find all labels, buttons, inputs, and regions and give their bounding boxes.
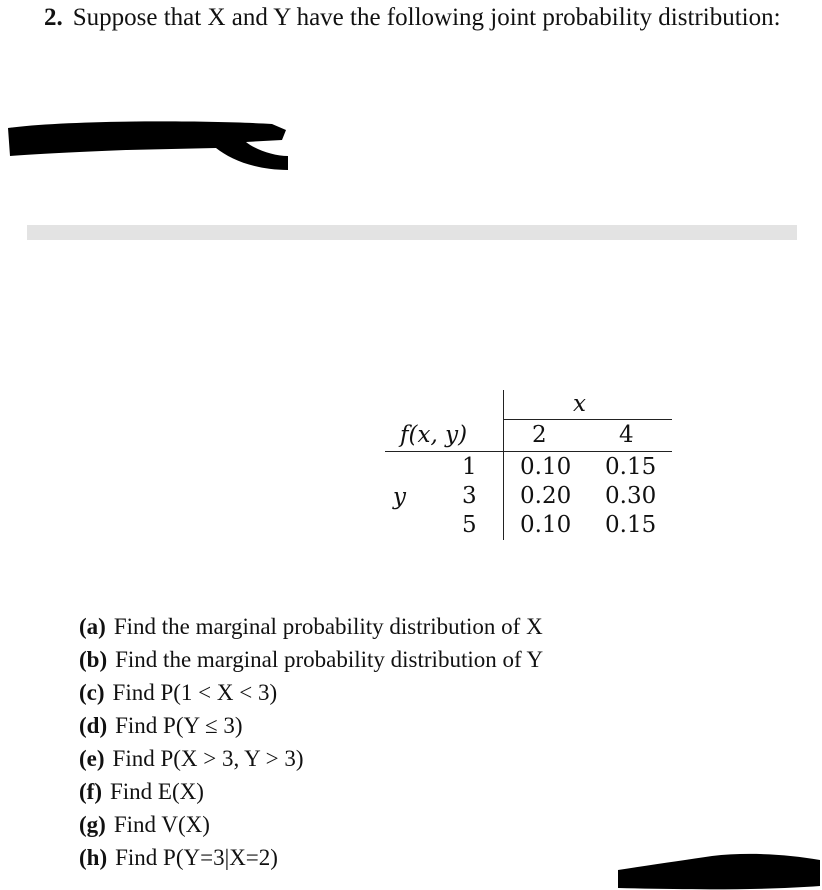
question-text: Suppose that X and Y have the following joint probability distribution: <box>72 4 781 31</box>
question-heading <box>44 4 781 32</box>
y-value: 3 <box>462 483 477 509</box>
x-variable-label: x <box>573 391 586 417</box>
probability-cell: 0.20 <box>520 483 572 509</box>
y-value: 5 <box>462 512 477 538</box>
table-rule-header <box>385 451 672 452</box>
redaction-mark-top <box>6 118 290 174</box>
table-vertical-rule <box>503 390 504 540</box>
y-variable-label: y <box>393 484 406 510</box>
question-part: (h) Find P(Y=3|X=2) <box>79 845 278 870</box>
question-part: (e) Find P(X > 3, Y > 3) <box>79 746 304 771</box>
question-part: (c) Find P(1 < X < 3) <box>79 680 278 705</box>
divider-bar <box>27 225 797 240</box>
probability-cell: 0.30 <box>605 483 657 509</box>
x-value-2: 2 <box>532 422 547 448</box>
question-part: (a) Find the marginal probability distribution of X <box>79 614 543 639</box>
probability-cell: 0.10 <box>520 512 572 538</box>
x-value-4: 4 <box>619 422 634 448</box>
probability-cell: 0.15 <box>605 454 657 480</box>
question-parts-list <box>79 610 543 874</box>
question-part: (d) Find P(Y ≤ 3) <box>79 713 243 738</box>
function-label: f(x, y) <box>400 422 468 448</box>
question-part: (f) Find E(X) <box>79 779 204 804</box>
question-part: (b) Find the marginal probability distribution of Y <box>79 647 544 672</box>
question-number: 2. <box>44 4 63 31</box>
probability-cell: 0.15 <box>605 512 657 538</box>
y-value: 1 <box>462 454 477 480</box>
redaction-mark-bottom <box>616 850 822 890</box>
probability-cell: 0.10 <box>520 454 572 480</box>
question-part: (g) Find V(X) <box>79 812 210 837</box>
table-rule-x-header <box>503 419 672 420</box>
